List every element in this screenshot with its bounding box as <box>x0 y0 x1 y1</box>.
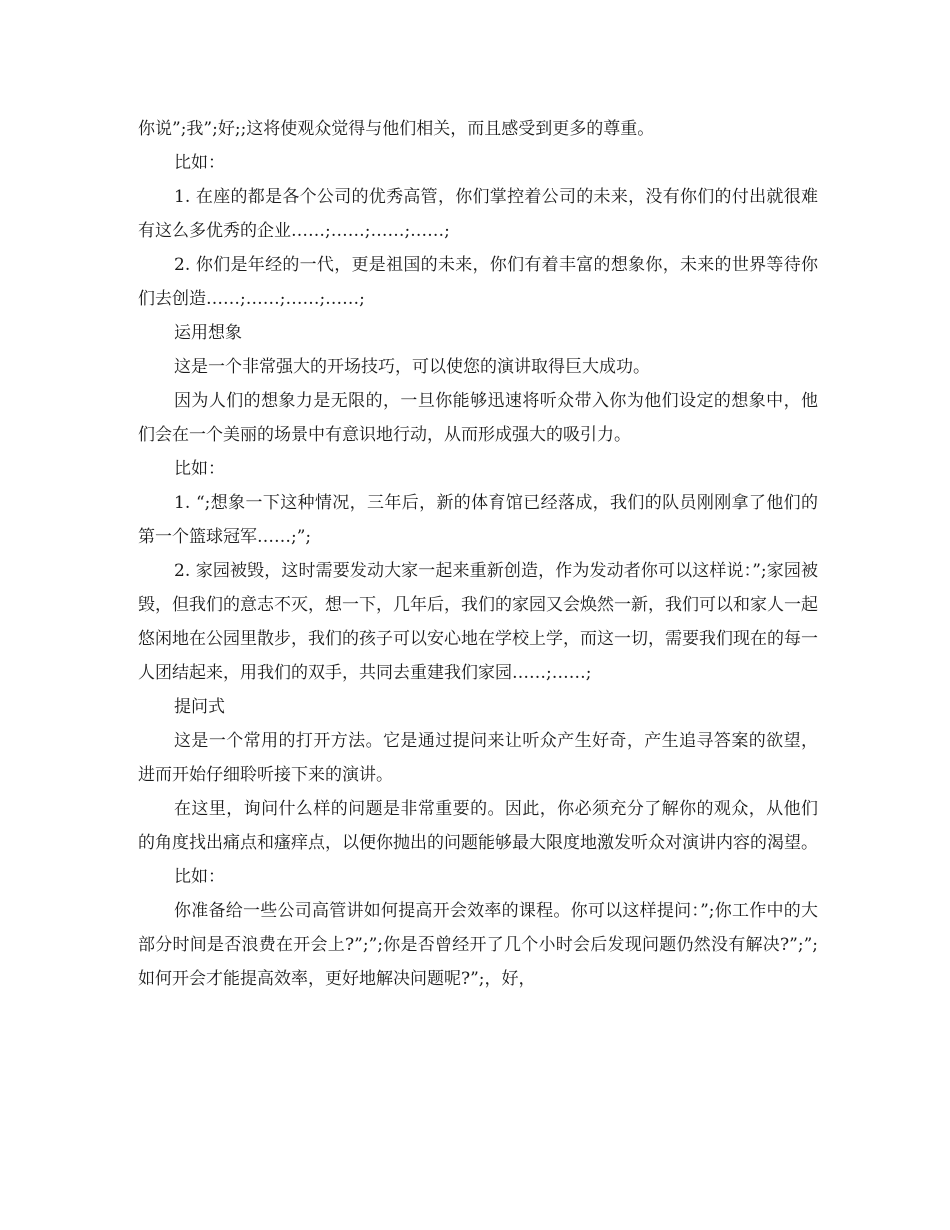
paragraph-imagination-intro: 这是一个非常强大的开场技巧，可以使您的演讲取得巨大成功。 <box>174 357 650 377</box>
paragraph-questioning-intro: 这是一个常用的打开方法。它是通过提问来让听众产生好奇，产生追寻答案的欲望，进而开始仔细聆听接下来的演讲。 <box>138 731 818 785</box>
paragraph-example-2-2: 2. 家园被毁，这时需要发动大家一起来重新创造，作为发动者你可以这样说：”;家园被毁，但我们的意志不灭，想一下，几年后，我们的家园又会焕然一新，我们可以和家人一起悠闲地在公园里散步，我们的孩子可以安心地在学校上学，而这一切，需要我们现在的每一人团结起来，用我们的双手，共同去重建我们家园……;……; <box>138 561 818 683</box>
paragraph-example-label-3: 比如： <box>174 867 225 887</box>
paragraph-intro-continued: 你说”;我”;好;;这将使观众觉得与他们相关，而且感受到更多的尊重。 <box>138 119 655 139</box>
paragraph-example-label-1: 比如： <box>174 153 225 173</box>
paragraph-questioning-importance: 在这里，询问什么样的问题是非常重要的。因此，你必须充分了解你的观众，从他们的角度找出痛点和瘙痒点，以便你抛出的问题能够最大限度地激发听众对演讲内容的渴望。 <box>138 799 818 853</box>
paragraph-example-1-2: 2. 你们是年经的一代，更是祖国的未来，你们有着丰富的想象你，未来的世界等待你们去创造……;……;……;……; <box>138 255 818 309</box>
paragraph-example-label-2: 比如： <box>174 459 225 479</box>
section-heading-imagination: 运用想象 <box>174 323 242 343</box>
paragraph-example-2-1: 1. “;想象一下这种情况，三年后，新的体育馆已经落成，我们的队员刚刚拿了他们的第一个篮球冠军……;”; <box>138 493 818 547</box>
paragraph-example-3-1: 你准备给一些公司高管讲如何提高开会效率的课程。你可以这样提问：”;你工作中的大部分时间是否浪费在开会上?”;”;你是否曾经开了几个小时会后发现问题仍然没有解决?”;”;如何开会才能提高效率，更好地解决问题呢?”;，好， <box>138 901 818 989</box>
paragraph-imagination-reason: 因为人们的想象力是无限的，一旦你能够迅速将听众带入你为他们设定的想象中，他们会在一个美丽的场景中有意识地行动，从而形成强大的吸引力。 <box>138 391 818 445</box>
document-page <box>138 112 818 996</box>
paragraph-example-1-1: 1. 在座的都是各个公司的优秀高管，你们掌控着公司的未来，没有你们的付出就很难有这么多优秀的企业……;……;……;……; <box>138 187 818 241</box>
section-heading-questioning: 提问式 <box>174 697 225 717</box>
